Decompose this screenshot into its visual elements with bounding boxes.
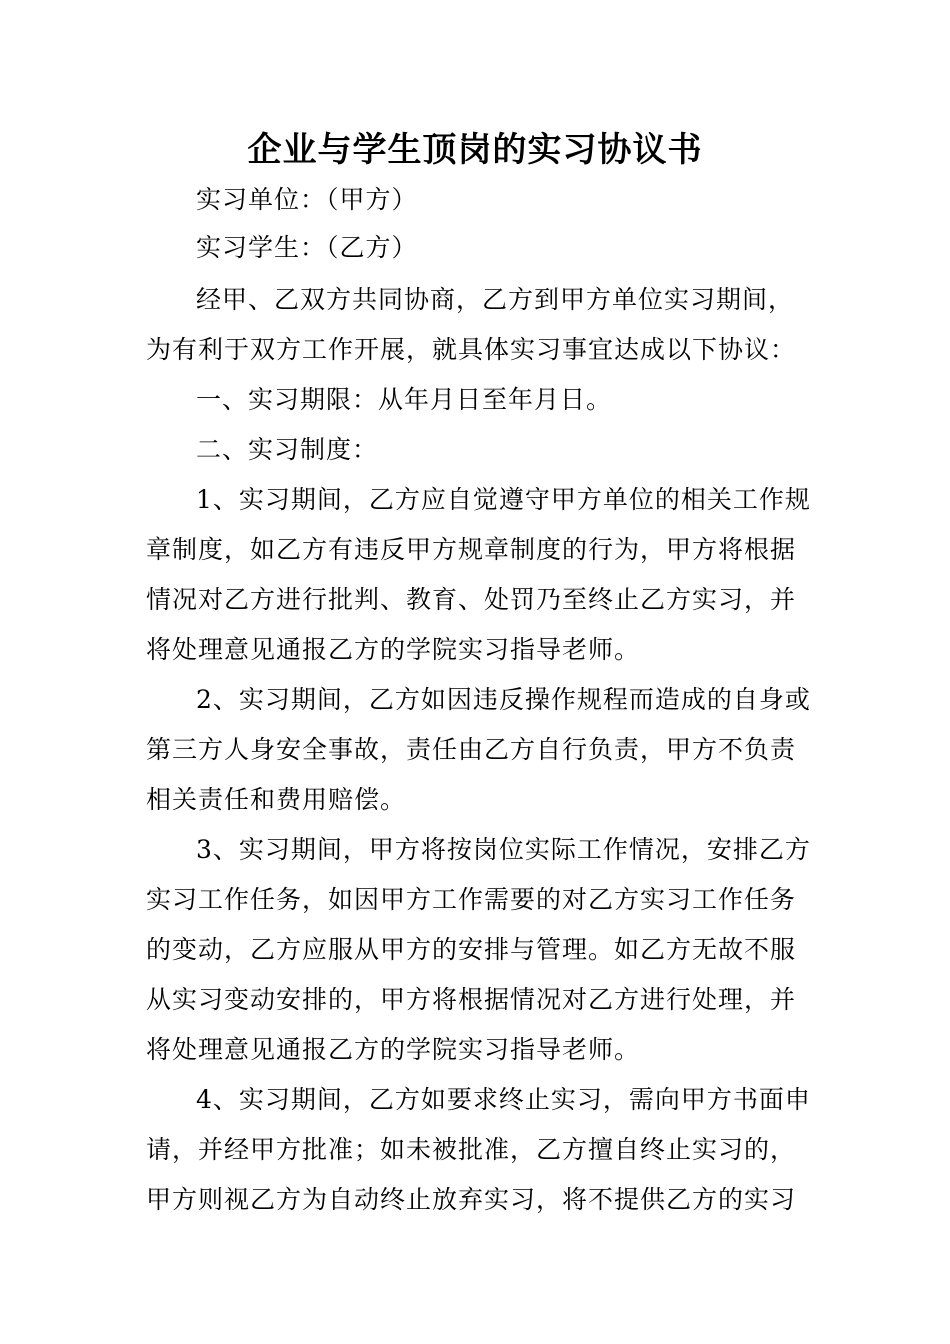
text-line-student: 实习学生：（乙方） [196, 233, 418, 262]
clause-1-line: 1、实习期间，乙方应自觉遵守甲方单位的相关工作规 [196, 485, 811, 514]
clause-1-line: 将处理意见通报乙方的学院实习指导老师。 [146, 635, 641, 664]
clause-2-line: 相关责任和费用赔偿。 [146, 785, 407, 814]
clause-1-line: 情况对乙方进行批判、教育、处罚乃至终止乙方实习，并 [146, 585, 797, 614]
clause-4-line: 甲方则视乙方为自动终止放弃实习，将不提供乙方的实习 [146, 1185, 797, 1214]
text-line-term: 一、实习期限：从年月日至年月日。 [196, 385, 613, 414]
clause-3-line: 将处理意见通报乙方的学院实习指导老师。 [146, 1035, 641, 1064]
clause-4-line: 4、实习期间，乙方如要求终止实习，需向甲方书面申 [196, 1085, 811, 1114]
clause-2-line: 第三方人身安全事故，责任由乙方自行负责，甲方不负责 [146, 735, 797, 764]
text-line: 经甲、乙双方共同协商，乙方到甲方单位实习期间， [196, 285, 795, 314]
clause-3-line: 从实习变动安排的，甲方将根据情况对乙方进行处理，并 [146, 985, 797, 1014]
clause-3-line: 3、实习期间，甲方将按岗位实际工作情况，安排乙方 [196, 835, 811, 864]
clause-2-line: 2、实习期间，乙方如因违反操作规程而造成的自身或 [196, 685, 811, 714]
text-line: 为有利于双方工作开展，就具体实习事宜达成以下协议： [146, 335, 797, 364]
document-title: 企业与学生顶岗的实习协议书 [247, 130, 703, 170]
clause-4-line: 请，并经甲方批准；如未被批准，乙方擅自终止实习的， [146, 1135, 797, 1164]
clause-3-line: 的变动，乙方应服从甲方的安排与管理。如乙方无故不服 [146, 935, 797, 964]
text-line-system: 二、实习制度： [196, 435, 379, 464]
clause-3-line: 实习工作任务，如因甲方工作需要的对乙方实习工作任务 [146, 885, 797, 914]
clause-1-line: 章制度，如乙方有违反甲方规章制度的行为，甲方将根据 [146, 535, 797, 564]
text-line-unit: 实习单位：（甲方） [196, 185, 418, 214]
